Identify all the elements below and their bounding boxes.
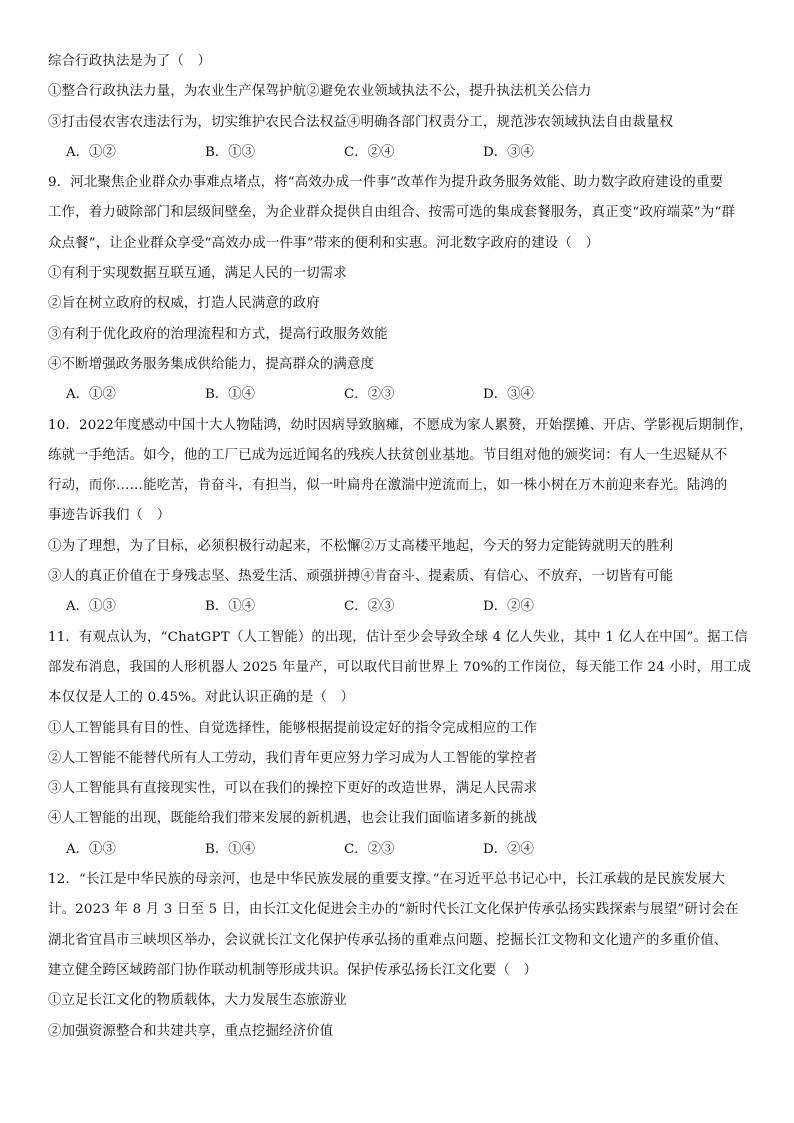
answer-option: B．①④ bbox=[205, 841, 256, 857]
question-text-line: ④人工智能的出现，既能给我们带来发展的新机遇，也会让我们面临诸多新的挑战 bbox=[48, 811, 538, 827]
question-text-line: ③人工智能具有直接现实性，可以在我们的操控下更好的改造世界，满足人民需求 bbox=[48, 781, 538, 797]
question-text-line: 众点餐”，让企业群众享受“高效办成一件事”带来的便利和实惠。河北数字政府的建设（ ） bbox=[48, 235, 600, 251]
question-text-line: ③打击侵农害农违法行为，切实维护农民合法权益④明确各部门权责分工，规范涉农领域执法自由裁量权 bbox=[48, 114, 674, 130]
question-text-line: 10．2022年度感动中国十大人物陆鸿，幼时因病导致脑瘫，不愿成为家人累赘，开始摆摊、开店、学影视后期制作， bbox=[48, 417, 753, 433]
exam-page bbox=[48, 52, 758, 1052]
question-text-line: 湖北省宜昌市三峡坝区举办，会议就长江文化保护传承弘扬的重难点问题、挖掘长江文物和文化遗产的多重价值、 bbox=[48, 932, 728, 948]
answer-option: A．①② bbox=[66, 144, 116, 160]
question-text-line: 建立健全跨区域跨部门协作联动机制等形成共识。保护传承弘扬长江文化要（ ） bbox=[48, 962, 538, 978]
answer-option: C．②③ bbox=[344, 841, 395, 857]
answer-options bbox=[48, 385, 758, 405]
question-text-line: ②人工智能不能替代所有人工劳动，我们青年更应努力学习成为人工智能的掌控者 bbox=[48, 750, 538, 766]
answer-option: B．①④ bbox=[205, 599, 256, 615]
question-text-line: 事迹告诉我们（ ） bbox=[48, 508, 171, 524]
question-text-line: ④不断增强政务服务集成供给能力，提高群众的满意度 bbox=[48, 356, 375, 372]
question-text-line: 练就一手绝活。如今，他的工厂已成为远近闻名的残疾人扶贫创业基地。节目组对他的颁奖词：有人一生迟疑从不 bbox=[48, 447, 728, 463]
question-text-line: ①整合行政执法力量，为农业生产保驾护航②避免农业领域执法不公，提升执法机关公信力 bbox=[48, 84, 592, 100]
question-text-line: 行动，而你……能吃苦，肯奋斗，有担当，似一叶扁舟在激湍中逆流而上，如一株小树在万木前迎来春光。陆鸿的 bbox=[48, 478, 728, 494]
answer-option: D．②④ bbox=[483, 841, 534, 857]
answer-option: A．①③ bbox=[66, 841, 116, 857]
question-text-line: ③人的真正价值在于身残志坚、热爱生活、顽强拼搏④肯奋斗、提素质、有信心、不放弃，一切皆有可能 bbox=[48, 569, 674, 585]
question-text-line: 部发布消息，我国的人形机器人 2025 年量产，可以取代目前世界上 70%的工作岗位，每天能工作 24 小时，用工成 bbox=[48, 659, 751, 675]
question-text-line: 工作，着力破除部门和层级间壁垒，为企业群众提供自由组合、按需可选的集成套餐服务，真正变“政府端菜”为“群 bbox=[48, 205, 736, 221]
question-text-line: 综合行政执法是为了（ ） bbox=[48, 54, 212, 69]
question-text-line: 11．有观点认为，“ChatGPT（人工智能）的出现，估计至少会导致全球 4 亿人失业，其中 1 亿人在中国”。据工信 bbox=[48, 629, 748, 645]
answer-option: C．②③ bbox=[344, 599, 395, 615]
answer-option: D．②④ bbox=[483, 599, 534, 615]
answer-option: C．②③ bbox=[344, 387, 395, 403]
answer-option: A．①② bbox=[66, 387, 116, 403]
question-text-line: 计。2023 年 8 月 3 日至 5 日，由长江文化促进会主办的“新时代长江文化保护传承弘扬实践探索与展望”研讨会在 bbox=[48, 902, 739, 918]
question-text-line: ①有利于实现数据互联互通，满足人民的一切需求 bbox=[48, 266, 347, 282]
answer-option: C．②④ bbox=[344, 144, 395, 160]
question-text-line: ①立足长江文化的物质载体，大力发展生态旅游业 bbox=[48, 993, 347, 1009]
question-text-line: ③有利于优化政府的治理流程和方式，提高行政服务效能 bbox=[48, 326, 388, 342]
question-text-line: 12．“长江是中华民族的母亲河，也是中华民族发展的重要支撑。”在习近平总书记心中，长江承载的是民族发展大 bbox=[48, 872, 726, 888]
answer-option: B．①③ bbox=[205, 144, 256, 160]
question-text-line: ①人工智能具有目的性、自觉选择性，能够根据提前设定好的指令完成相应的工作 bbox=[48, 720, 538, 736]
answer-option: A．①③ bbox=[66, 599, 116, 615]
answer-option: B．①④ bbox=[205, 387, 256, 403]
answer-options bbox=[48, 840, 758, 860]
question-text-line: 9．河北聚焦企业群众办事难点堵点，将“高效办成一件事”改革作为提升政务服务效能、助力数字政府建设的重要 bbox=[48, 175, 724, 191]
question-text-line: ①为了理想，为了目标，必须积极行动起来，不松懈②万丈高楼平地起，今天的努力定能铸就明天的胜利 bbox=[48, 538, 674, 554]
answer-options bbox=[48, 597, 758, 617]
question-text-line: 本仅仅是人工的 0.45%。对此认识正确的是（ ） bbox=[48, 690, 355, 706]
answer-option: D．③④ bbox=[483, 144, 534, 160]
answer-option: D．③④ bbox=[483, 387, 534, 403]
answer-options bbox=[48, 143, 758, 163]
question-text-line: ②旨在树立政府的权威，打造人民满意的政府 bbox=[48, 296, 320, 312]
question-text-line: ②加强资源整合和共建共享，重点挖掘经济价值 bbox=[48, 1023, 334, 1039]
